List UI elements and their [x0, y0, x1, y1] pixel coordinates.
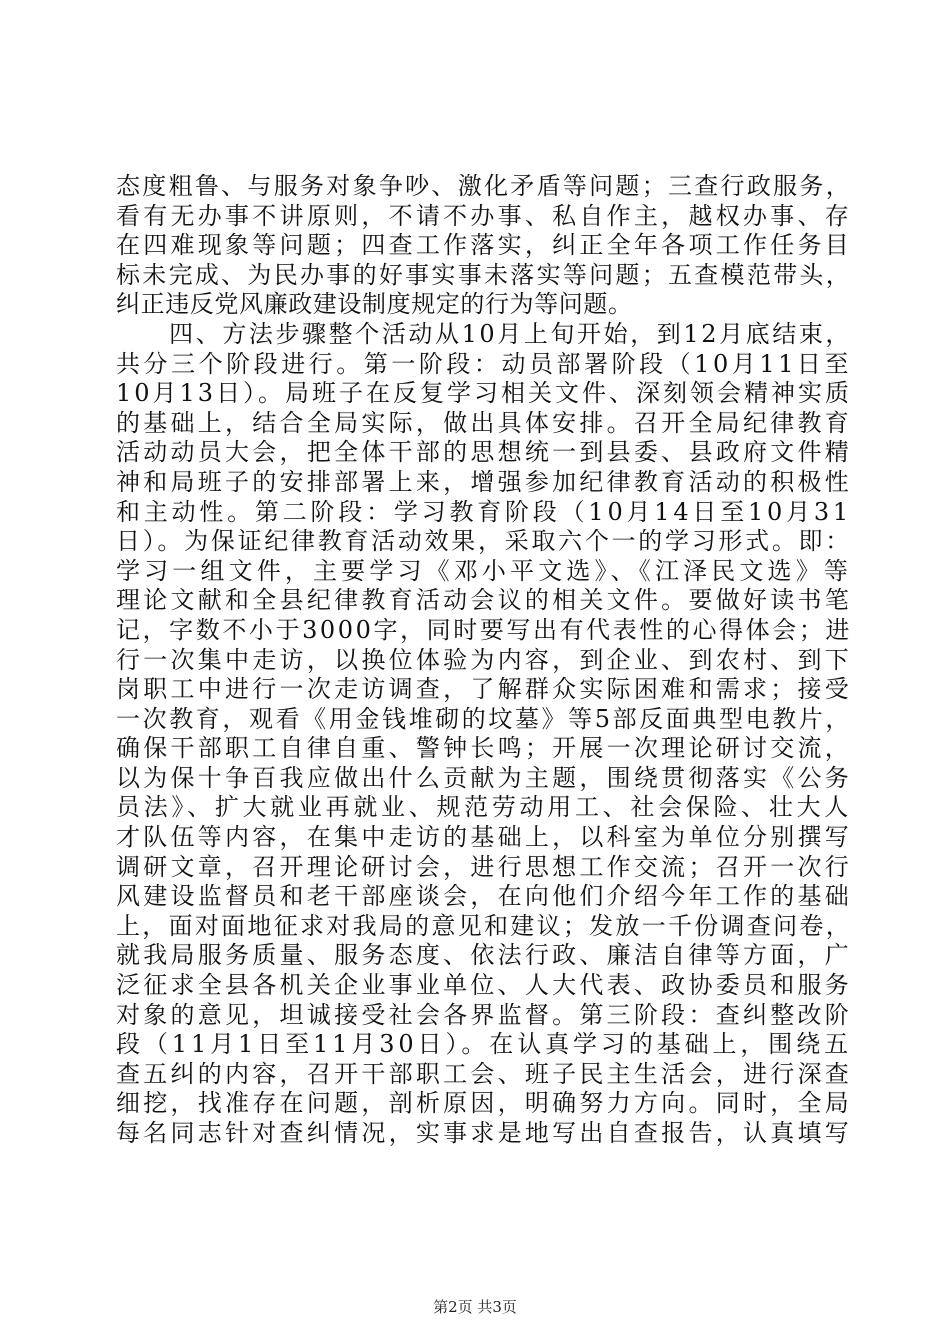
- text-line: 神和局班子的安排部署上来，增强参加纪律教育活动的积极性: [116, 467, 852, 496]
- text-line: 看有无办事不讲原则，不请不办事、私自作主，越权办事、存: [116, 201, 852, 230]
- document-body: [116, 172, 852, 1149]
- text-line: 风建设监督员和老干部座谈会，在向他们介绍今年工作的基础: [116, 882, 852, 911]
- text-line: 活动动员大会，把全体干部的思想统一到县委、县政府文件精: [116, 438, 852, 467]
- text-line: 岗职工中进行一次走访调查，了解群众实际困难和需求；接受: [116, 675, 852, 704]
- text-line: 日）。为保证纪律教育活动效果，采取六个一的学习形式。即：: [116, 527, 852, 556]
- text-line: 的基础上，结合全局实际，做出具体安排。召开全局纪律教育: [116, 408, 852, 437]
- text-line: 纠正违反党风廉政建设制度规定的行为等问题。: [116, 290, 633, 319]
- text-line: 对象的意见，坦诚接受社会各界监督。第三阶段：查纠整改阶: [116, 1000, 852, 1029]
- text-line: 上，面对面地征求对我局的意见和建议；发放一千份调查问卷，: [116, 911, 852, 940]
- page-footer: 第2页 共3页: [433, 1298, 517, 1316]
- text-line: 态度粗鲁、与服务对象争吵、激化矛盾等问题；三查行政服务，: [116, 172, 852, 200]
- text-line: 查五纠的内容，召开干部职工会、班子民主生活会，进行深查: [116, 1059, 852, 1088]
- text-line: 每名同志针对查纠情况，实事求是地写出自查报告，认真填写: [116, 1119, 852, 1147]
- text-line: 行一次集中走访，以换位体验为内容，到企业、到农村、到下: [116, 645, 852, 674]
- text-line: 就我局服务质量、服务态度、依法行政、廉洁自律等方面，广: [116, 941, 852, 970]
- text-line: 10月13日）。局班子在反复学习相关文件、深刻领会精神实质: [116, 379, 852, 408]
- text-line: 记，字数不小于3000字，同时要写出有代表性的心得体会；进: [116, 615, 852, 644]
- text-line: 确保干部职工自律自重、警钟长鸣；开展一次理论研讨交流，: [116, 734, 852, 763]
- text-line: 学习一组文件，主要学习《邓小平文选》、《江泽民文选》等: [116, 556, 852, 585]
- text-line: 调研文章，召开理论研讨会，进行思想工作交流；召开一次行: [116, 852, 852, 881]
- text-line: 泛征求全县各机关企业事业单位、人大代表、政协委员和服务: [116, 971, 852, 1000]
- text-line: 以为保十争百我应做出什么贡献为主题，围绕贯彻落实《公务: [116, 763, 852, 792]
- text-line: 一次教育，观看《用金钱堆砌的坟墓》等5部反面典型电教片，: [116, 704, 852, 733]
- text-line: 标未完成、为民办事的好事实事未落实等问题；五查模范带头，: [116, 260, 852, 289]
- text-line: 细挖，找准存在问题，剖析原因，明确努力方向。同时，全局: [116, 1089, 852, 1118]
- text-line: 共分三个阶段进行。第一阶段：动员部署阶段（10月11日至: [116, 349, 852, 378]
- text-line: 四、方法步骤整个活动从10月上旬开始，到12月底结束，: [116, 319, 852, 348]
- text-line: 才队伍等内容，在集中走访的基础上，以科室为单位分别撰写: [116, 823, 852, 852]
- text-line: 理论文献和全县纪律教育活动会议的相关文件。要做好读书笔: [116, 586, 852, 615]
- text-line: 段（11月1日至11月30日）。在认真学习的基础上，围绕五: [116, 1030, 852, 1059]
- text-line: 在四难现象等问题；四查工作落实，纠正全年各项工作任务目: [116, 231, 852, 260]
- text-line: 和主动性。第二阶段：学习教育阶段（10月14日至10月31: [116, 497, 852, 526]
- text-line: 员法》、扩大就业再就业、规范劳动用工、社会保险、壮大人: [116, 793, 852, 822]
